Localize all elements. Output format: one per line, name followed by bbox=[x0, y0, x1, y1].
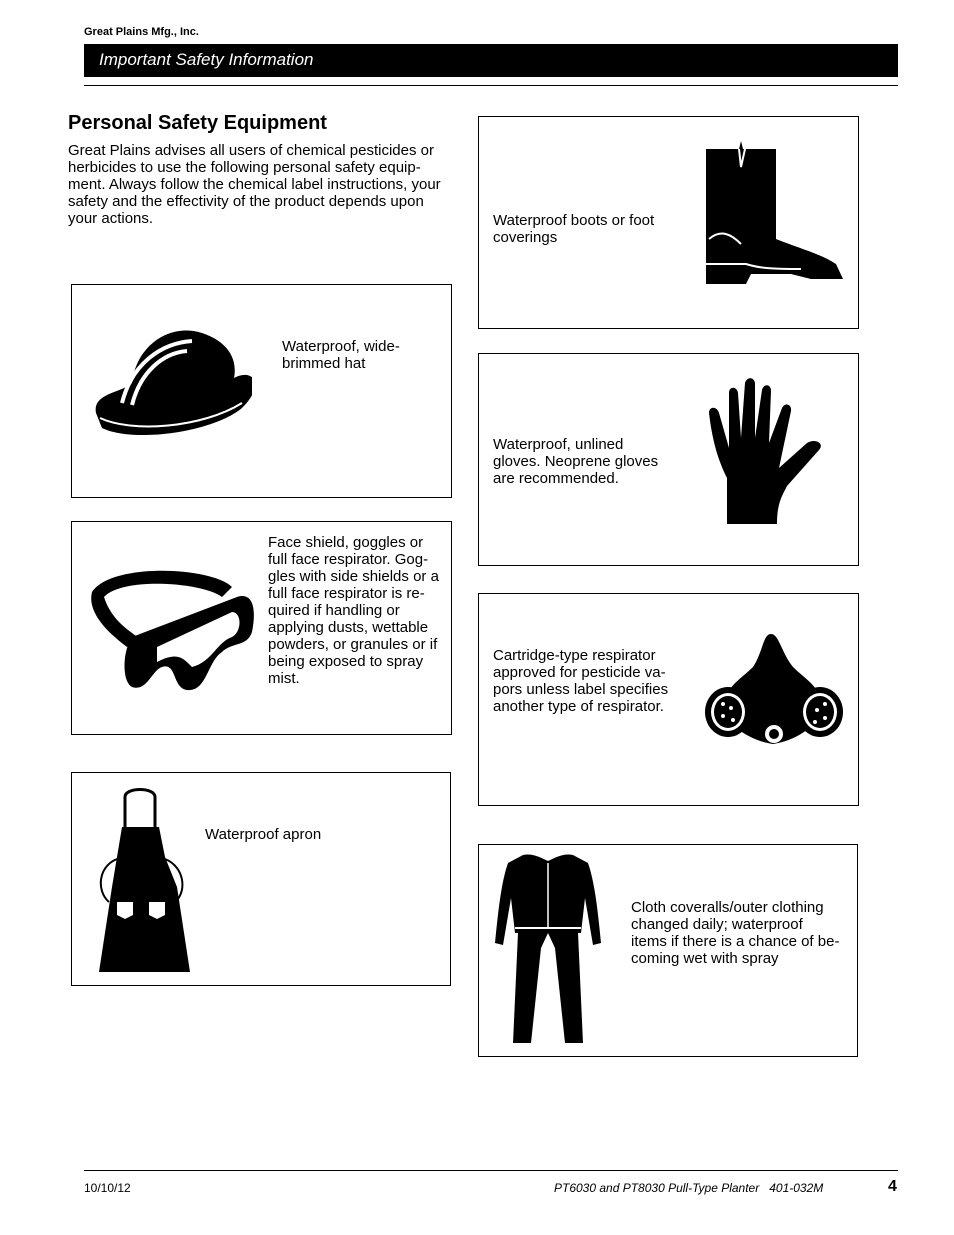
hat-icon bbox=[92, 323, 252, 443]
respirator-icon bbox=[703, 632, 845, 752]
intro-paragraph: Great Plains advises all users of chemical pesticides or herbicides to use the following personal safety equip- ment. Always follow the chemical label instructions, your safety and the effectivity of the product depends upon your actions. bbox=[68, 142, 441, 227]
respirator-label: Cartridge-type respirator approved for pesticide va- pors unless label specifies another type of respirator. bbox=[493, 647, 669, 715]
goggles-label: Face shield, goggles or full face respirator. Gog- gles with side shields or a full face respirator is re- quired if handling or applying dusts, wettable powders, or granules or if being exposed to spray mist. bbox=[268, 534, 439, 687]
gloves-box bbox=[478, 353, 859, 566]
gloves-label: Waterproof, unlined gloves. Neoprene gloves are recommended. bbox=[493, 436, 659, 487]
footer-document: PT6030 and PT8030 Pull-Type Planter 401-032M bbox=[554, 1181, 824, 1195]
apron-box bbox=[71, 772, 451, 986]
company-name: Great Plains Mfg., Inc. bbox=[84, 26, 199, 38]
hat-label: Waterproof, wide- brimmed hat bbox=[282, 338, 400, 372]
boots-label: Waterproof boots or foot coverings bbox=[493, 212, 655, 246]
boots-box bbox=[478, 116, 859, 329]
header-rule bbox=[84, 85, 898, 86]
apron-label: Waterproof apron bbox=[205, 826, 322, 843]
coveralls-icon bbox=[493, 853, 603, 1048]
page-number: 4 bbox=[888, 1178, 897, 1195]
respirator-box bbox=[478, 593, 859, 806]
footer-date: 10/10/12 bbox=[84, 1181, 131, 1195]
coveralls-label: Cloth coveralls/outer clothing changed daily; waterproof items if there is a chance of be- coming wet with spray bbox=[631, 899, 840, 967]
glove-icon bbox=[707, 378, 832, 528]
apron-icon bbox=[97, 787, 192, 977]
coveralls-box bbox=[478, 844, 858, 1057]
hat-box bbox=[71, 284, 452, 498]
section-title: Important Safety Information bbox=[99, 50, 314, 69]
page-title: Personal Safety Equipment bbox=[68, 112, 327, 134]
goggles-icon bbox=[82, 552, 257, 697]
goggles-box bbox=[71, 521, 452, 735]
boot-icon bbox=[701, 139, 846, 289]
footer-rule bbox=[84, 1170, 898, 1171]
section-banner bbox=[84, 44, 898, 77]
